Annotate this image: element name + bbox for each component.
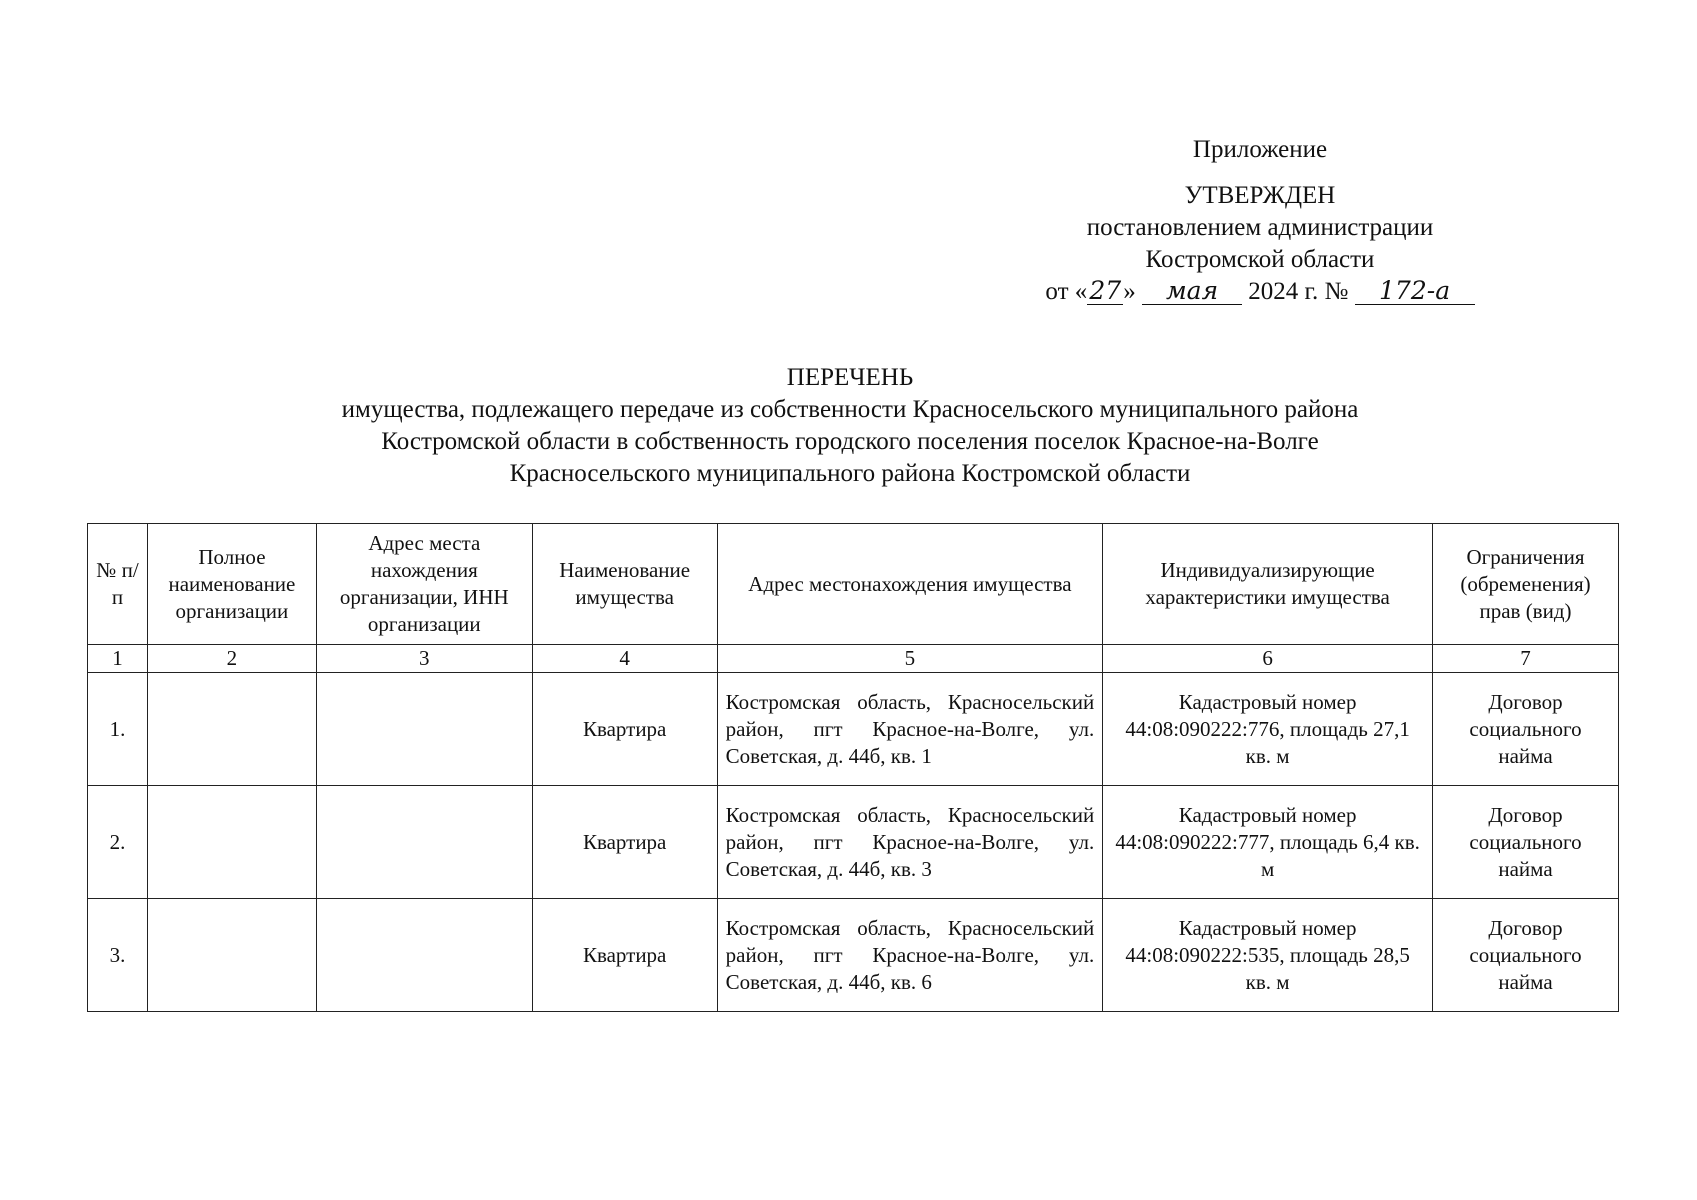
- table-row: [88, 673, 1619, 786]
- handwritten-number: 172-а: [1355, 278, 1475, 305]
- row-property-address: Костромская область, Красносельский район, пгт Красное-на-Волге, ул. Советская, д. 44б, кв. 6: [717, 899, 1103, 1012]
- header-characteristics: Индивидуализирующие характеристики имущества: [1103, 524, 1433, 645]
- table-row: [88, 786, 1619, 899]
- row-property-address: Костромская область, Красносельский район, пгт Красное-на-Волге, ул. Советская, д. 44б, кв. 3: [717, 786, 1103, 899]
- table-row: [88, 899, 1619, 1012]
- property-table: [87, 523, 1619, 1012]
- row-restrictions: Договор социального найма: [1433, 899, 1619, 1012]
- row-property-name: Квартира: [532, 786, 717, 899]
- row-characteristics: Кадастровый номер 44:08:090222:535, площадь 28,5 кв. м: [1103, 899, 1433, 1012]
- document-subtitle-line3: Красносельского муниципального района Костромской области: [509, 460, 1191, 487]
- date-year: 2024 г. №: [1248, 278, 1349, 305]
- column-number: 6: [1103, 645, 1433, 673]
- header-property-address: Адрес местонахождения имущества: [717, 524, 1103, 645]
- approved-by-region: Костромской области: [1145, 246, 1375, 273]
- date-prefix: от «: [1045, 278, 1088, 305]
- table-header-row: [88, 524, 1619, 645]
- row-num: 2.: [88, 786, 148, 899]
- row-property-address: Костромская область, Красносельский район, пгт Красное-на-Волге, ул. Советская, д. 44б, кв. 1: [717, 673, 1103, 786]
- column-number: 5: [717, 645, 1103, 673]
- row-org-address: [316, 673, 532, 786]
- row-characteristics: Кадастровый номер 44:08:090222:776, площадь 27,1 кв. м: [1103, 673, 1433, 786]
- header-restrictions: Ограничения (обременения) прав (вид): [1433, 524, 1619, 645]
- header-num: № п/п: [88, 524, 148, 645]
- appendix-label: Приложение: [1192, 136, 1328, 163]
- row-org: [147, 786, 316, 899]
- column-number: 3: [316, 645, 532, 673]
- row-org: [147, 899, 316, 1012]
- row-num: 1.: [88, 673, 148, 786]
- header-property-name: Наименование имущества: [532, 524, 717, 645]
- row-property-name: Квартира: [532, 673, 717, 786]
- approval-date-line: [1040, 276, 1480, 308]
- approved-label: УТВЕРЖДЕН: [1184, 182, 1336, 209]
- column-number: 4: [532, 645, 717, 673]
- header-org: Полное наименование организации: [147, 524, 316, 645]
- handwritten-month: мая: [1142, 278, 1242, 305]
- document-title: ПЕРЕЧЕНЬ: [786, 364, 914, 391]
- column-number: 2: [147, 645, 316, 673]
- handwritten-day: 27: [1087, 278, 1123, 305]
- approval-block: [1040, 134, 1480, 308]
- row-org: [147, 673, 316, 786]
- row-restrictions: Договор социального найма: [1433, 673, 1619, 786]
- header-org-address: Адрес места нахождения организации, ИНН организации: [316, 524, 532, 645]
- column-number-row: [88, 645, 1619, 673]
- column-number: 1: [88, 645, 148, 673]
- document-subtitle-line2: Костромской области в собственность городского поселения поселок Красное-на-Волге: [381, 428, 1319, 455]
- date-quote-close: »: [1123, 278, 1136, 305]
- row-property-name: Квартира: [532, 899, 717, 1012]
- row-characteristics: Кадастровый номер 44:08:090222:777, площадь 6,4 кв. м: [1103, 786, 1433, 899]
- document-heading: [200, 362, 1500, 490]
- row-restrictions: Договор социального найма: [1433, 786, 1619, 899]
- column-number: 7: [1433, 645, 1619, 673]
- approved-by-line: постановлением администрации: [1086, 214, 1434, 241]
- row-org-address: [316, 786, 532, 899]
- row-num: 3.: [88, 899, 148, 1012]
- row-org-address: [316, 899, 532, 1012]
- document-subtitle-line1: имущества, подлежащего передаче из собственности Красносельского муниципального района: [341, 396, 1359, 423]
